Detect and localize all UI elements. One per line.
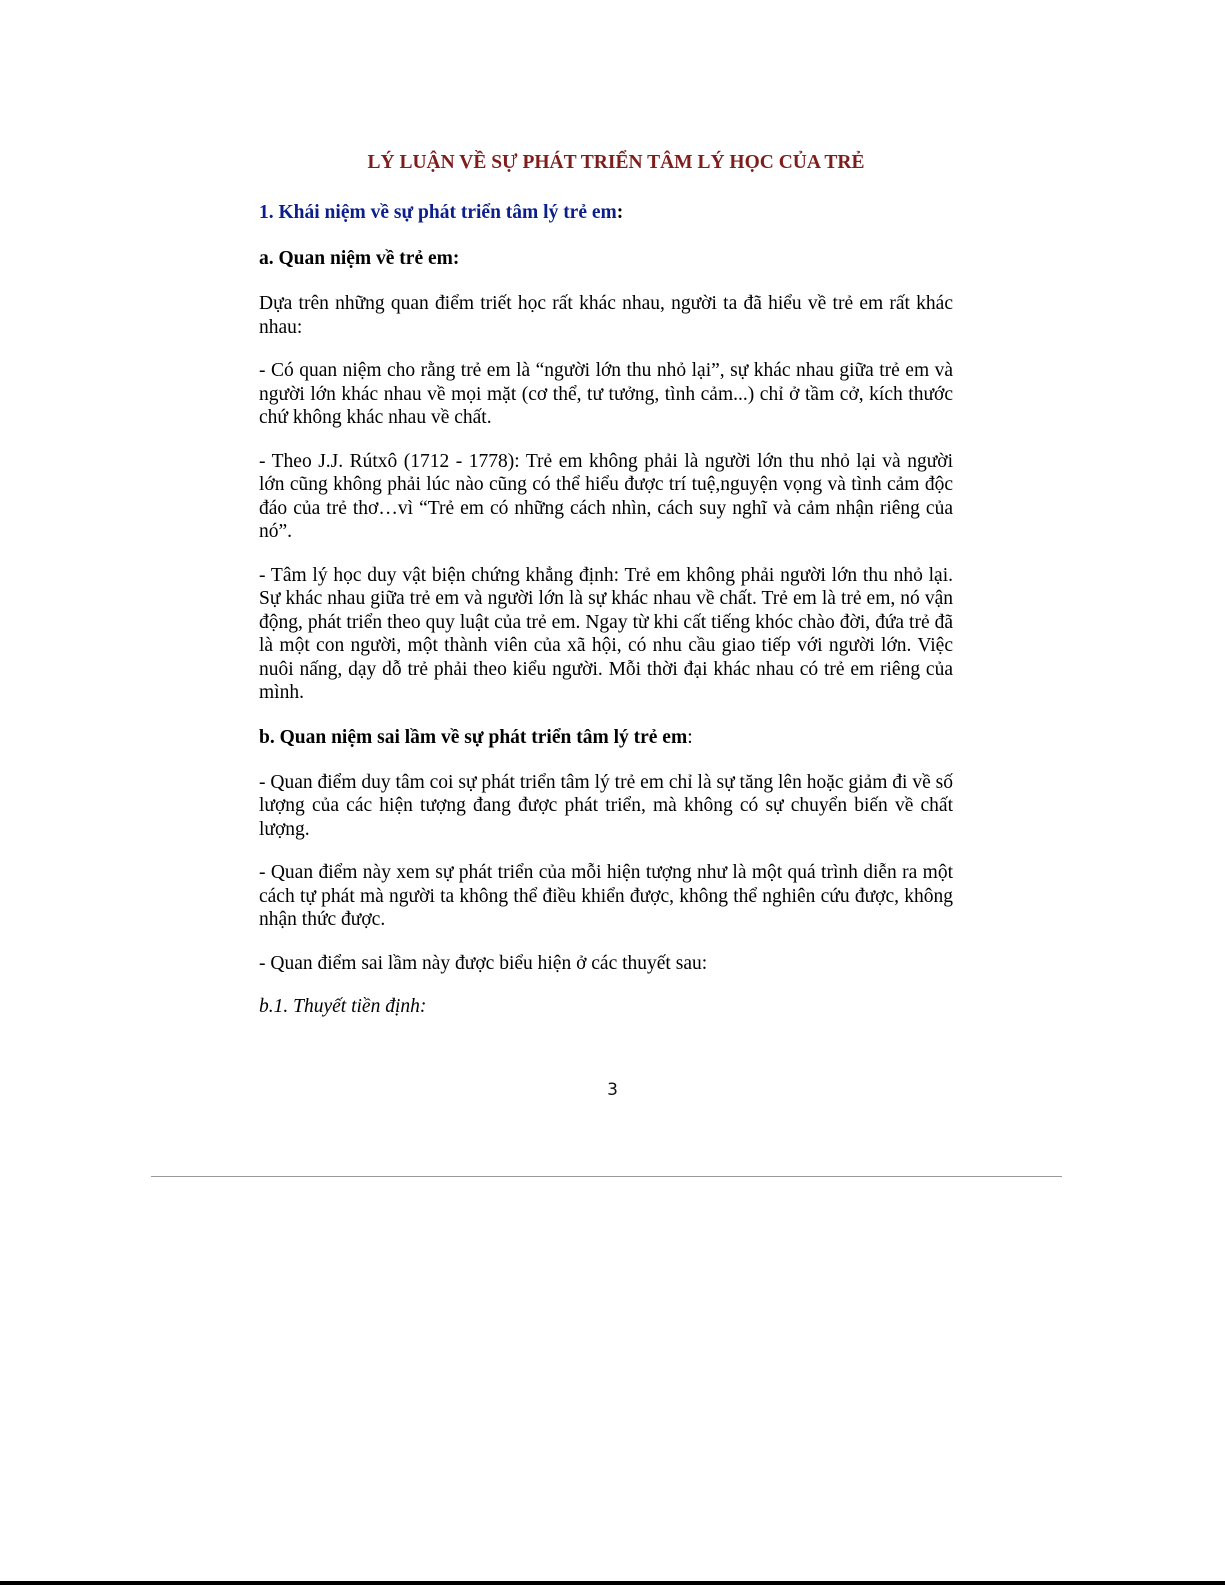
- document-title: LÝ LUẬN VỀ SỰ PHÁT TRIỂN TÂM LÝ HỌC CỦA TRẺ: [367, 152, 865, 173]
- section-b-heading-text: b. Quan niệm sai lầm về sự phát triển tâm lý trẻ em: [259, 726, 688, 748]
- section-b-paragraph-3: - Quan điểm sai lầm này được biểu hiện ở các thuyết sau:: [259, 952, 708, 974]
- section-b-heading: [259, 725, 953, 751]
- section-a-paragraph-2: - Có quan niệm cho rằng trẻ em là “người lớn thu nhỏ lại”, sự khác nhau giữa trẻ em và người lớn khác nhau về mọi mặt (cơ thể, tư tưởng, tình cảm...) chỉ ở tầm cở, kích thước chứ không khác nhau về chất.: [259, 360, 953, 428]
- page-number: 3: [607, 1080, 618, 1100]
- bottom-border: [0, 1581, 1225, 1585]
- section-b1-subheading: b.1. Thuyết tiền định:: [259, 996, 427, 1017]
- section-1-heading-colon: :: [616, 202, 624, 223]
- page-content: [259, 150, 953, 1019]
- section-1-heading-text: 1. Khái niệm về sự phát triển tâm lý trẻ em: [259, 202, 617, 223]
- section-a-paragraph-3: - Theo J.J. Rútxô (1712 - 1778): Trẻ em không phải là người lớn thu nhỏ lại và người lớn cũng không phải lúc nào cũng có thể hiểu được trí tuệ,nguyện vọng và tình cảm độc đáo của trẻ thơ…vì “Trẻ em có những cách nhìn, cách suy nghĩ và cảm nhận riêng của nó”.: [259, 450, 953, 542]
- section-b-paragraph-2: - Quan điểm này xem sự phát triển của mỗi hiện tượng như là một quá trình diễn ra một cách tự phát mà người ta không thể điều khiển được, không thể nghiên cứu được, không nhận thức được.: [259, 862, 953, 930]
- page-divider: [151, 1176, 1062, 1177]
- section-a-paragraph-4: - Tâm lý học duy vật biện chứng khẳng định: Trẻ em không phải người lớn thu nhỏ lại. Sự khác nhau giữa trẻ em và người lớn là sự khác nhau về chất. Trẻ em là trẻ em, nó vận động, phát triển theo quy luật của trẻ em. Ngay từ khi cất tiếng khóc chào đời, đứa trẻ đã là một con người, một thành viên của xã hội, có nhu cầu giao tiếp với người lớn. Việc nuôi nấng, dạy dỗ trẻ phải theo kiểu người. Mỗi thời đại khác nhau có trẻ em riêng của mình.: [259, 564, 953, 703]
- section-b-paragraph-1: - Quan điểm duy tâm coi sự phát triển tâm lý trẻ em chỉ là sự tăng lên hoặc giảm đi về số lượng của các hiện tượng đang được phát triển, mà không có sự chuyển biến về chất lượng.: [259, 771, 953, 840]
- section-1-heading: [259, 200, 953, 226]
- section-b-heading-colon: :: [687, 726, 693, 748]
- section-a-paragraph-1: Dựa trên những quan điểm triết học rất khác nhau, người ta đã hiểu về trẻ em rất khác nhau:: [259, 293, 953, 338]
- section-a-heading: a. Quan niệm về trẻ em:: [259, 248, 460, 269]
